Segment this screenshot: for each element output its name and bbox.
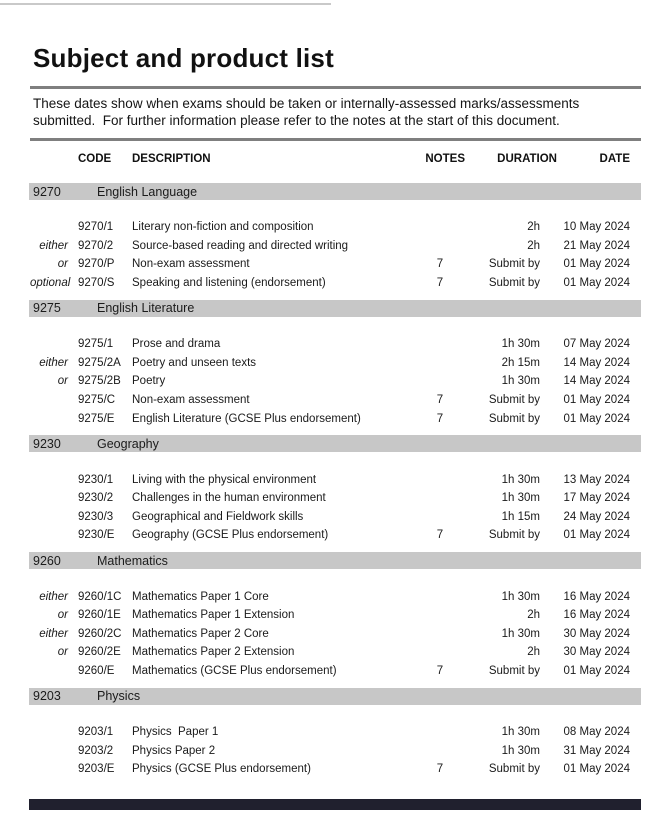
- section-rows: [30, 587, 641, 680]
- row-notes: 7: [436, 664, 444, 677]
- table-row: [30, 335, 641, 354]
- row-date: 13 May 2024: [563, 473, 630, 486]
- row-code: 9230/2: [78, 492, 114, 505]
- row-date: 17 May 2024: [563, 492, 630, 505]
- section-bar: [29, 435, 641, 452]
- row-date: 01 May 2024: [563, 763, 630, 776]
- row-duration: 2h: [527, 239, 540, 252]
- row-description: Living with the physical environment: [132, 473, 317, 486]
- sections: [29, 183, 641, 786]
- row-code: 9260/1E: [78, 609, 121, 622]
- section-code: 9203: [33, 689, 61, 704]
- row-code: 9230/1: [78, 473, 114, 486]
- row-description: Physics (GCSE Plus endorsement): [132, 763, 311, 776]
- section-rows: [30, 723, 641, 779]
- subject-section: [29, 183, 641, 292]
- row-duration: 1h 30m: [501, 744, 540, 757]
- table-row: [30, 587, 641, 606]
- row-description: Mathematics Paper 2 Extension: [132, 646, 295, 659]
- row-notes: 7: [436, 393, 444, 406]
- table-row: [30, 353, 641, 372]
- row-date: 14 May 2024: [563, 375, 630, 388]
- row-duration: 2h: [527, 609, 540, 622]
- section-rows: [30, 470, 641, 544]
- intro-text: [33, 95, 579, 129]
- section-rows: [30, 335, 641, 428]
- row-date: 14 May 2024: [563, 356, 630, 369]
- row-description: Physics Paper 2: [132, 744, 216, 757]
- row-code: 9275/C: [78, 393, 116, 406]
- row-prefix: or: [57, 609, 68, 622]
- row-description: Poetry and unseen texts: [132, 356, 257, 369]
- row-duration: Submit by: [488, 529, 540, 542]
- row-description: Geographical and Fieldwork skills: [132, 510, 304, 523]
- row-description: Challenges in the human environment: [132, 492, 326, 505]
- section-bar: [29, 183, 641, 200]
- row-notes: 7: [436, 529, 444, 542]
- row-notes: 7: [436, 258, 444, 271]
- row-description: Mathematics (GCSE Plus endorsement): [132, 664, 337, 677]
- subject-section: [29, 435, 641, 544]
- table-row: [30, 508, 641, 527]
- intro-divider-bottom: [30, 138, 641, 141]
- row-duration: Submit by: [488, 412, 540, 425]
- row-description: Mathematics Paper 2 Core: [132, 627, 269, 640]
- row-date: 10 May 2024: [563, 221, 630, 234]
- row-date: 01 May 2024: [563, 258, 630, 271]
- table-row: [30, 255, 641, 274]
- row-prefix: either: [39, 239, 68, 252]
- col-header-description: DESCRIPTION: [132, 152, 211, 165]
- row-description: Source-based reading and directed writing: [132, 239, 349, 252]
- col-header-code: CODE: [78, 152, 112, 165]
- table-row: [30, 237, 641, 256]
- row-duration: Submit by: [488, 763, 540, 776]
- section-code: 9230: [33, 436, 61, 451]
- table-row: [30, 391, 641, 410]
- row-code: 9260/E: [78, 664, 115, 677]
- row-code: 9275/E: [78, 412, 115, 425]
- table-header: [30, 151, 641, 166]
- table-row: [30, 624, 641, 643]
- row-prefix: optional: [30, 277, 71, 290]
- row-date: 24 May 2024: [563, 510, 630, 523]
- row-date: 31 May 2024: [563, 744, 630, 757]
- row-code: 9260/1C: [78, 590, 122, 603]
- table-row: [30, 741, 641, 760]
- row-date: 01 May 2024: [563, 393, 630, 406]
- table-row: [30, 526, 641, 545]
- row-prefix: either: [39, 627, 68, 640]
- row-duration: 1h 30m: [501, 725, 540, 738]
- row-duration: 1h 30m: [501, 338, 540, 351]
- row-code: 9230/E: [78, 529, 115, 542]
- row-duration: 1h 15m: [501, 510, 540, 523]
- subject-section: [29, 300, 641, 428]
- intro-line-2: submitted. For further information please refer to the notes at the start of this document.: [33, 113, 560, 128]
- row-date: 16 May 2024: [563, 609, 630, 622]
- row-code: 9203/1: [78, 725, 114, 738]
- row-description: Mathematics Paper 1 Extension: [132, 609, 295, 622]
- section-name: Mathematics: [97, 553, 168, 568]
- row-date: 01 May 2024: [563, 664, 630, 677]
- row-date: 30 May 2024: [563, 627, 630, 640]
- table-row: [30, 489, 641, 508]
- subject-section: [29, 688, 641, 779]
- row-notes: 7: [436, 412, 444, 425]
- row-duration: 1h 30m: [501, 627, 540, 640]
- table-row: [30, 372, 641, 391]
- row-prefix: or: [57, 258, 68, 271]
- row-date: 30 May 2024: [563, 646, 630, 659]
- row-description: Non-exam assessment: [132, 393, 250, 406]
- section-code: 9260: [33, 553, 61, 568]
- row-description: Poetry: [132, 375, 166, 388]
- row-code: 9270/2: [78, 239, 114, 252]
- row-code: 9260/2E: [78, 646, 121, 659]
- table-row: [30, 218, 641, 237]
- section-name: Physics: [97, 689, 141, 704]
- section-name: English Literature: [97, 301, 195, 316]
- row-duration: 1h 30m: [501, 473, 540, 486]
- footer-bar: [29, 799, 641, 810]
- row-notes: 7: [436, 763, 444, 776]
- section-bar: [29, 552, 641, 569]
- section-name: English Language: [97, 184, 198, 199]
- row-description: Speaking and listening (endorsement): [132, 277, 326, 290]
- row-duration: Submit by: [488, 258, 540, 271]
- table-row: [30, 662, 641, 681]
- row-description: Mathematics Paper 1 Core: [132, 590, 269, 603]
- table-row: [30, 606, 641, 625]
- table-row: [30, 409, 641, 428]
- row-prefix: either: [39, 356, 68, 369]
- row-description: Non-exam assessment: [132, 258, 250, 271]
- row-prefix: either: [39, 590, 68, 603]
- table-row: [30, 470, 641, 489]
- row-code: 9260/2C: [78, 627, 122, 640]
- row-date: 21 May 2024: [563, 239, 630, 252]
- row-notes: 7: [436, 277, 444, 290]
- row-duration: Submit by: [488, 393, 540, 406]
- row-duration: 2h: [527, 646, 540, 659]
- col-header-duration: DURATION: [497, 152, 557, 165]
- row-code: 9270/P: [78, 258, 115, 271]
- col-header-notes: NOTES: [425, 152, 465, 165]
- row-date: 01 May 2024: [563, 412, 630, 425]
- row-code: 9275/2B: [78, 375, 121, 388]
- row-duration: 2h 15m: [501, 356, 540, 369]
- subject-section: [29, 552, 641, 680]
- row-duration: 2h: [527, 221, 540, 234]
- top-rule: [0, 3, 331, 5]
- table-row: [30, 643, 641, 662]
- row-description: Geography (GCSE Plus endorsement): [132, 529, 329, 542]
- row-prefix: or: [57, 646, 68, 659]
- row-code: 9275/1: [78, 338, 114, 351]
- row-prefix: or: [57, 375, 68, 388]
- row-date: 07 May 2024: [563, 338, 630, 351]
- intro-line-1: These dates show when exams should be taken or internally-assessed marks/assessments: [33, 96, 580, 111]
- row-date: 01 May 2024: [563, 529, 630, 542]
- section-rows: [30, 218, 641, 292]
- row-duration: Submit by: [488, 664, 540, 677]
- section-name: Geography: [97, 436, 159, 451]
- row-code: 9203/E: [78, 763, 115, 776]
- row-date: 08 May 2024: [563, 725, 630, 738]
- section-bar: [29, 300, 641, 317]
- row-date: 01 May 2024: [563, 277, 630, 290]
- table-row: [30, 723, 641, 742]
- row-code: 9270/S: [78, 277, 115, 290]
- row-date: 16 May 2024: [563, 590, 630, 603]
- col-header-date: DATE: [599, 152, 630, 165]
- page-title: Subject and product list: [33, 43, 334, 74]
- intro-divider-top: [30, 86, 641, 89]
- row-duration: Submit by: [488, 277, 540, 290]
- section-bar: [29, 688, 641, 705]
- row-code: 9230/3: [78, 510, 114, 523]
- row-duration: 1h 30m: [501, 590, 540, 603]
- row-duration: 1h 30m: [501, 375, 540, 388]
- row-duration: 1h 30m: [501, 492, 540, 505]
- row-description: Prose and drama: [132, 338, 221, 351]
- table-row: [30, 274, 641, 293]
- section-code: 9275: [33, 301, 61, 316]
- row-code: 9275/2A: [78, 356, 121, 369]
- row-code: 9203/2: [78, 744, 114, 757]
- row-description: English Literature (GCSE Plus endorsement): [132, 412, 361, 425]
- table-row: [30, 760, 641, 779]
- row-description: Physics Paper 1: [132, 725, 219, 738]
- row-description: Literary non-fiction and composition: [132, 221, 314, 234]
- row-code: 9270/1: [78, 221, 114, 234]
- section-code: 9270: [33, 184, 61, 199]
